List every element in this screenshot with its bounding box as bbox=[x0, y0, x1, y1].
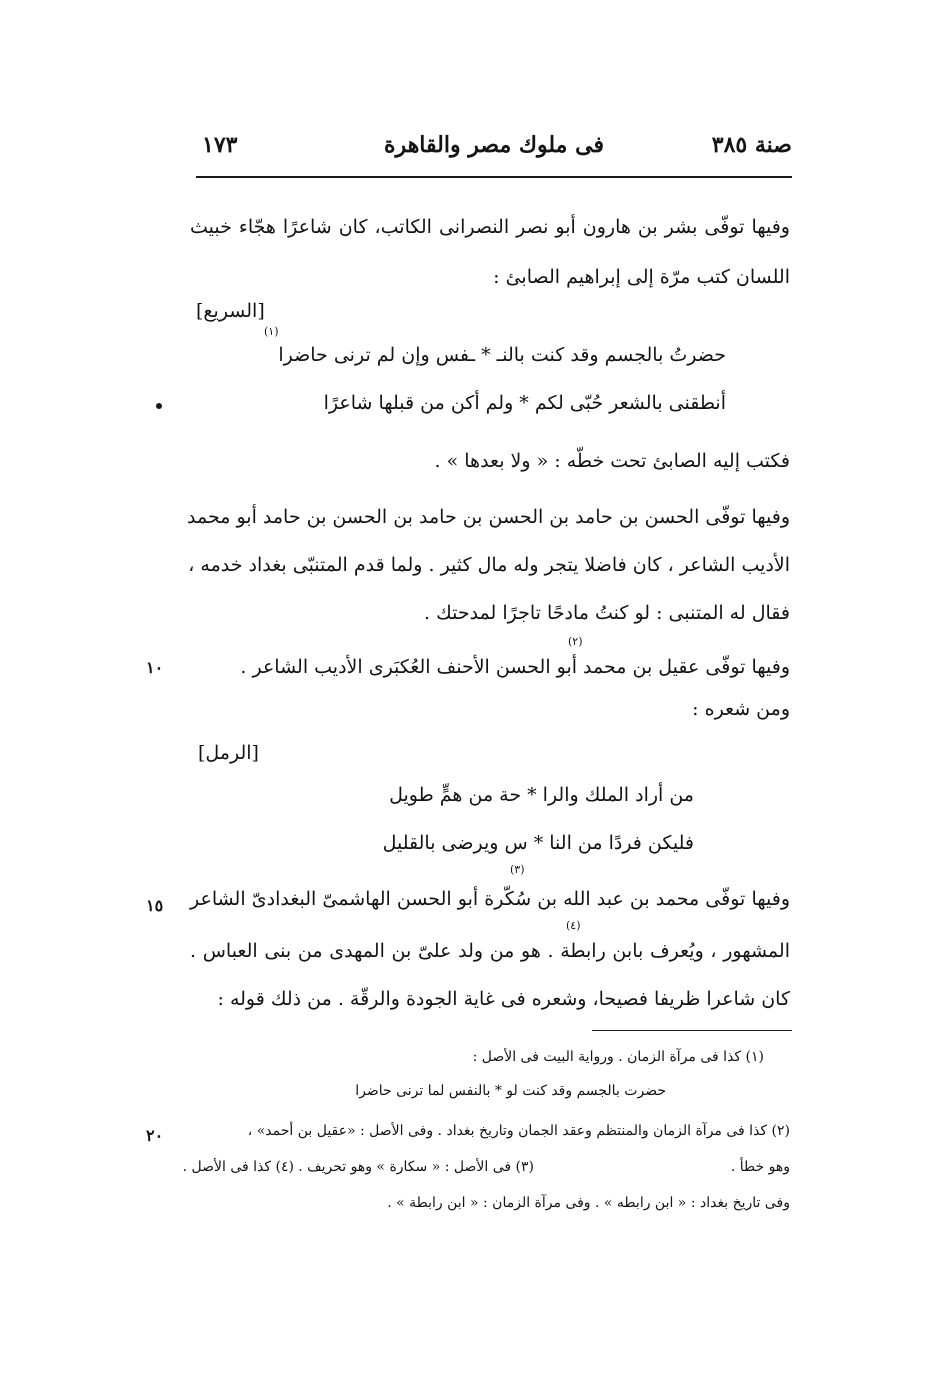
footnote-verse: حضرت بالجسم وقد كنت لو * بالنفس لما ترنى حاضرا bbox=[355, 1083, 666, 1099]
footnote: (١) كذا فى مرآة الزمان . ورواية البيت فى الأصل : bbox=[472, 1049, 764, 1065]
paragraph-line: المشهور ، ويُعرف بابن رابطة . هو من ولد علىّ بن المهدى من بنى العباس . bbox=[190, 940, 790, 962]
footnote: وهو خطأ . bbox=[730, 1159, 790, 1175]
paragraph-line: فكتب إليه الصابئ تحت خطّه : « ولا بعدها » . bbox=[434, 450, 790, 472]
footnote-rule bbox=[592, 1030, 792, 1031]
paragraph-line: فقال له المتنبى : لو كنتُ مادحًا تاجرًا لمدحتك . bbox=[424, 602, 790, 624]
footnote-marker: (١) bbox=[264, 325, 279, 338]
verse-line: من أراد الملك والرا * حة من همٍّ طويل bbox=[389, 784, 694, 806]
page-number: ١٧٣ bbox=[202, 132, 238, 158]
paragraph-line: كان شاعرا ظريفا فصيحا، وشعره فى غاية الجودة والرقّة . من ذلك قوله : bbox=[217, 988, 790, 1010]
footnote-marker: (٣) bbox=[510, 863, 525, 876]
paragraph-line: ومن شعره : bbox=[692, 698, 790, 720]
running-header bbox=[196, 130, 792, 166]
verse-line: أنطقنى بالشعر حُبّى لكم * ولم أكن من قبلها شاعرًا bbox=[323, 392, 726, 414]
line-number-margin: ١٥ bbox=[146, 896, 164, 915]
paragraph-line: وفيها توفّى محمد بن عبد الله بن سُكّرة أبو الحسن الهاشمىّ البغدادىّ الشاعر bbox=[190, 888, 790, 910]
footnote: (٢) كذا فى مرآة الزمان والمنتظم وعقد الجمان وتاريخ بغداد . وفى الأصل : «عقيل بن أحمد» ، bbox=[247, 1123, 790, 1139]
line-number-margin: ١٠ bbox=[146, 658, 164, 677]
header-rule bbox=[196, 176, 792, 178]
footnote-marker: (٢) bbox=[568, 635, 583, 648]
paragraph-line: وفيها توفّى الحسن بن حامد بن الحسن بن حامد بن الحسن بن حامد أبو محمد bbox=[187, 506, 790, 528]
footnote: وفى تاريخ بغداد : « ابن رابطه » . وفى مرآة الزمان : « ابن رابطة » . bbox=[387, 1195, 790, 1211]
line-number-margin: ٢٠ bbox=[146, 1126, 164, 1145]
paragraph-line: اللسان كتب مرّة إلى إبراهيم الصابئ : bbox=[493, 266, 790, 288]
footnote: (٣) فى الأصل : « سكارة » وهو تحريف . bbox=[298, 1159, 534, 1175]
verse-line: فليكن فردًا من النا * س ويرضى بالقليل bbox=[382, 832, 694, 854]
paragraph-line: وفيها توفّى بشر بن هارون أبو نصر النصرانى الكاتب، كان شاعرًا هجّاء خبيث bbox=[190, 216, 790, 238]
paragraph-line: وفيها توفّى عقيل بن محمد أبو الحسن الأحنف العُكبَرى الأديب الشاعر . bbox=[240, 656, 790, 678]
meter-label: [الرمل] bbox=[198, 742, 259, 764]
margin-dot bbox=[156, 403, 162, 409]
verse-line: حضرتُ بالجسم وقد كنت بالنـ * ـفس وإن لم ترنى حاضرا bbox=[278, 344, 726, 366]
paragraph-line: الأديب الشاعر ، كان فاضلا يتجر وله مال كثير . ولما قدم المتنبّى بغداد خدمه ، bbox=[188, 554, 790, 576]
footnote: (٤) كذا فى الأصل . bbox=[182, 1159, 294, 1175]
running-title: فى ملوك مصر والقاهرة bbox=[384, 132, 604, 158]
footnote-marker: (٤) bbox=[566, 919, 581, 932]
meter-label: [السريع] bbox=[196, 300, 265, 322]
page-reference: صنة ٣٨٥ bbox=[711, 132, 792, 158]
